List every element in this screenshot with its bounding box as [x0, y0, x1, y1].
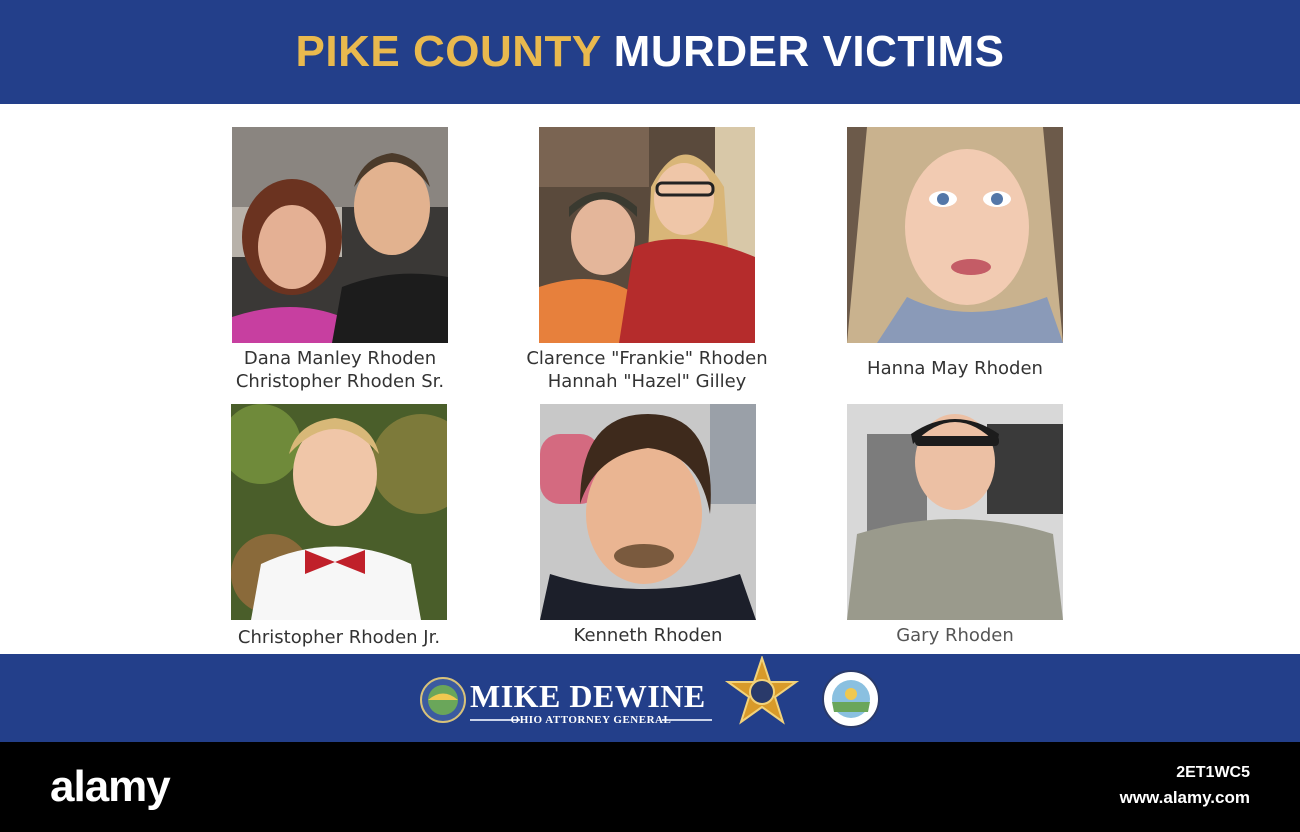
pike-county-seal-icon — [822, 670, 880, 728]
victim-card-3 — [847, 127, 1063, 379]
victim-card-5 — [540, 404, 756, 646]
victim-name-2a: Clarence "Frankie" Rhoden — [526, 348, 768, 369]
victim-name-3: Hanna May Rhoden — [867, 358, 1043, 379]
title-victims: MURDER VICTIMS — [613, 27, 1005, 76]
victim-caption-4 — [171, 626, 507, 649]
stock-url: www.alamy.com — [1119, 788, 1250, 807]
victim-photo-1 — [232, 127, 448, 343]
victim-photo-5 — [540, 404, 756, 620]
attorney-general-office: OHIO ATTORNEY GENERAL — [510, 714, 672, 726]
victim-photo-2 — [539, 127, 755, 343]
page-title — [296, 27, 1005, 77]
victim-caption-5 — [480, 624, 816, 647]
victim-name-1a: Dana Manley Rhoden — [243, 348, 437, 369]
victim-caption-3 — [787, 357, 1123, 380]
title-county: PIKE COUNTY — [295, 27, 601, 76]
watermark-strip — [0, 742, 1300, 832]
victim-name-5: Kenneth Rhoden — [573, 625, 723, 646]
header-banner — [0, 0, 1300, 104]
victim-card-4 — [231, 404, 447, 648]
victim-caption-6 — [787, 624, 1123, 647]
victim-card-1 — [232, 127, 448, 392]
sheriff-star-icon — [724, 656, 800, 732]
ohio-ag-seal-icon — [420, 677, 466, 723]
victim-photo-6 — [847, 404, 1063, 620]
photo-panel — [0, 104, 1300, 654]
victim-name-4: Christopher Rhoden Jr. — [237, 627, 441, 648]
victim-caption-1 — [172, 347, 508, 393]
stock-image-id: 2ET1WC5 — [1176, 764, 1250, 781]
victim-card-6 — [847, 404, 1063, 646]
victim-name-1b: Christopher Rhoden Sr. — [235, 371, 445, 392]
victim-photo-4 — [231, 404, 447, 620]
victim-caption-2 — [479, 347, 815, 393]
victim-card-2 — [526, 127, 768, 392]
victim-photo-3 — [847, 127, 1063, 343]
attorney-general-name: MIKE DEWINE — [470, 678, 706, 714]
victim-name-6: Gary Rhoden — [896, 625, 1014, 646]
alamy-logo: alamy — [50, 762, 170, 811]
victim-name-2b: Hannah "Hazel" Gilley — [547, 371, 747, 392]
